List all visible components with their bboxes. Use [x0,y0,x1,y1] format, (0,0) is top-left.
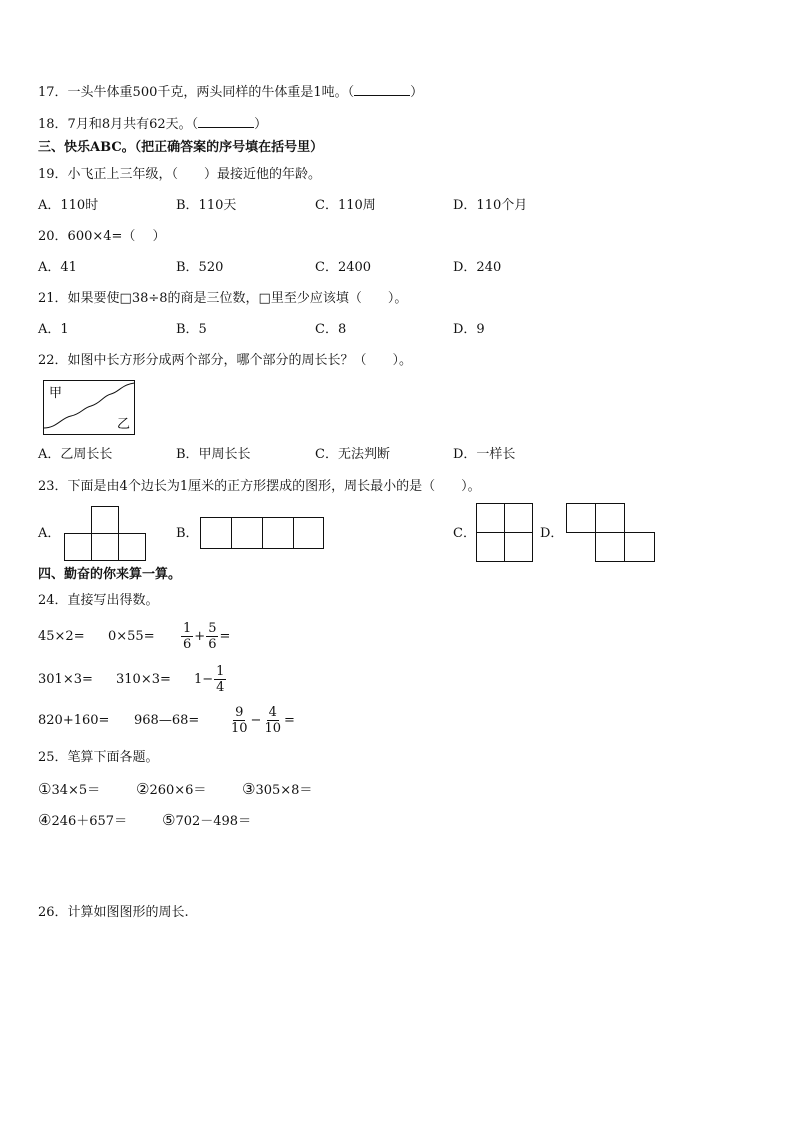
q21-option-c[interactable]: C．8 [315,322,347,337]
q20-option-c[interactable]: C．2400 [315,260,372,275]
q23-option-b[interactable]: B． [176,526,199,541]
q23-option-a[interactable]: A． [38,526,61,541]
fraction: $\frac{9}{10}$ [231,704,248,736]
q25-item-1: ①34×5＝ [38,780,101,798]
fraction: $\frac{4}{10}$ [264,704,281,736]
q25-item-4: ④246＋657＝ [38,811,128,829]
fraction: $\frac{1}{6}$ [183,620,192,652]
q20-option-b[interactable]: B．520 [176,260,224,275]
fraction: $\frac{5}{6}$ [208,620,217,652]
question-18-text: 18．7月和8月共有62天。（ [38,117,199,132]
calc-item: 968—68= [134,712,200,728]
equals: = [284,712,295,728]
question-17-text: 17．一头牛体重500千克，两头同样的牛体重是1吨。（ [38,85,355,100]
section-4-title: 四、勤奋的你来算一算。 [38,567,182,582]
label-jia: 甲 [49,386,63,401]
question-24-text: 24．直接写出得数。 [38,593,159,608]
label-yi: 乙 [117,417,131,432]
operator: − [250,712,262,728]
answer-blank[interactable] [198,114,254,128]
equals: = [219,628,231,644]
q25-item-3: ③305×8＝ [242,780,313,798]
q21-option-b[interactable]: B．5 [176,322,207,337]
q22-option-a[interactable]: A．乙周长长 [38,447,113,462]
q23-figure-a [64,506,146,562]
calc-item: 820+160= [38,712,110,728]
q22-rectangle-figure [43,380,135,436]
question-17 [38,82,423,102]
q19-option-a[interactable]: A．110时 [38,198,99,213]
calc-item: 301×3= [38,671,93,687]
paren-close: ） [410,85,424,100]
q19-option-c[interactable]: C．110周 [315,198,376,213]
fraction: $\frac{1}{4}$ [216,663,225,695]
question-18 [38,114,267,134]
q24-row-3 [38,702,295,738]
calc-item: 310×3= [116,671,171,687]
q19-option-d[interactable]: D．110个月 [453,198,528,213]
question-26-text: 26．计算如图图形的周长. [38,905,189,920]
q23-figure-c [476,503,534,562]
q21-option-d[interactable]: D．9 [453,322,485,337]
question-23-text: 23．下面是由4个边长为1厘米的正方形摆成的图形，周长最小的是（ ）。 [38,479,481,494]
q25-item-2: ②260×6＝ [136,780,207,798]
calc-prefix: 1− [194,671,214,687]
answer-blank[interactable] [354,82,410,96]
question-20-text: 20．600×4=（ ） [38,229,166,244]
question-21-text: 21．如果要使□38÷8的商是三位数，□里至少应该填（ ）。 [38,291,408,306]
calc-item: 0×55= [108,628,155,644]
q22-option-c[interactable]: C．无法判断 [315,447,390,462]
calc-item: 45×2= [38,628,85,644]
q23-figure-b [200,517,325,549]
q25-item-5: ⑤702－498＝ [162,811,252,829]
q23-option-d[interactable]: D． [540,526,564,541]
section-3-title: 三、快乐ABC。（把正确答案的序号填在括号里） [38,140,324,155]
q21-option-a[interactable]: A．1 [38,322,69,337]
q20-option-d[interactable]: D．240 [453,260,502,275]
q19-option-b[interactable]: B．110天 [176,198,237,213]
question-22-text: 22．如图中长方形分成两个部分，哪个部分的周长长？（ ）。 [38,353,413,368]
q24-row-2 [38,661,227,697]
question-25-text: 25．笔算下面各题。 [38,750,159,765]
q22-option-d[interactable]: D．一样长 [453,447,516,462]
q23-option-c[interactable]: C． [453,526,476,541]
q23-figure-d [566,503,656,563]
operator: + [194,628,206,644]
paren-close: ） [254,117,268,132]
question-19-text: 19．小飞正上三年级，（ ）最接近他的年龄。 [38,167,322,182]
q24-row-1 [38,618,230,654]
q20-option-a[interactable]: A．41 [38,260,77,275]
q22-option-b[interactable]: B．甲周长长 [176,447,251,462]
